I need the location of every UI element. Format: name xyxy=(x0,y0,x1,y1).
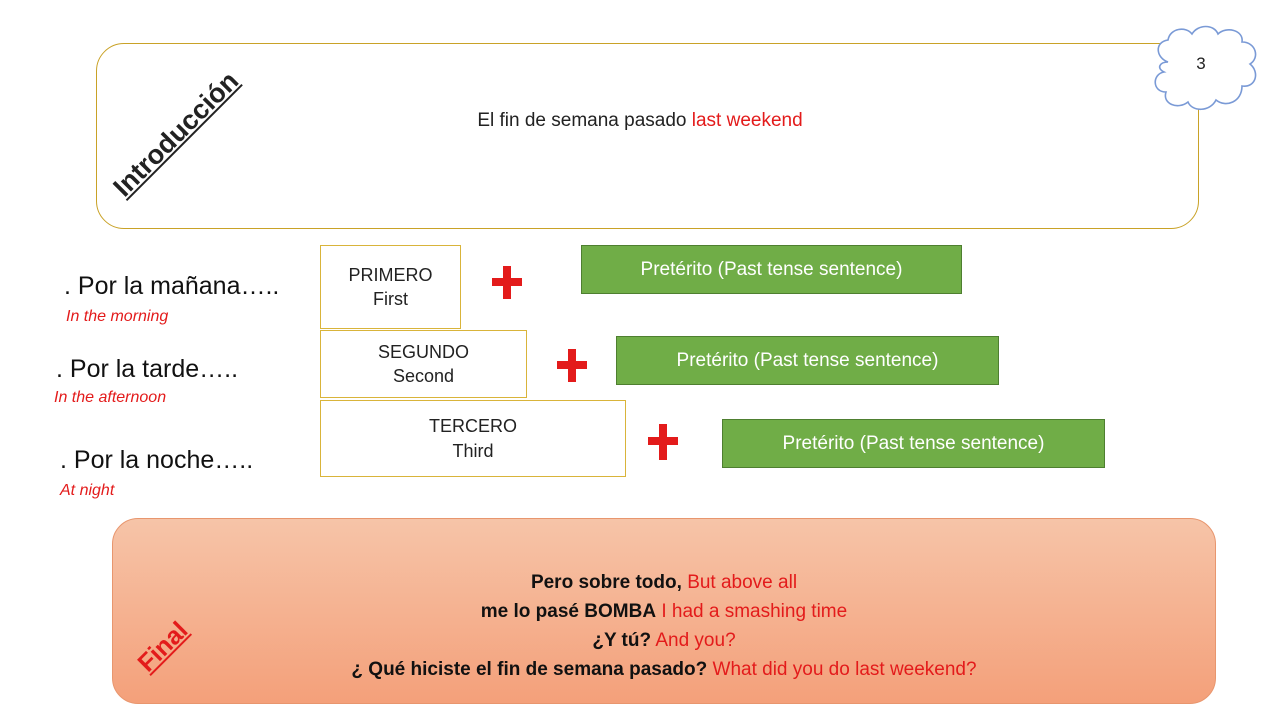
plus-icon xyxy=(648,424,678,460)
pretérito-box-2: Pretérito (Past tense sentence) xyxy=(616,336,999,385)
intro-box xyxy=(96,43,1199,229)
final-es: ¿Y tú? xyxy=(592,630,652,651)
final-es: Pero sobre todo, xyxy=(530,572,682,593)
ordinal-es: SEGUNDO xyxy=(377,341,469,362)
ordinal-box-third xyxy=(320,400,626,477)
plus-icon xyxy=(492,266,522,299)
gloss-night: At night xyxy=(60,482,115,499)
final-line-3 xyxy=(112,630,1216,652)
intro-phrase-es: El fin de semana pasado xyxy=(477,110,687,131)
pretérito-box-3: Pretérito (Past tense sentence) xyxy=(722,419,1105,468)
intro-title: Introducción xyxy=(107,65,245,203)
intro-text xyxy=(0,110,1280,132)
slide-number: 3 xyxy=(1196,54,1206,73)
final-en: And you? xyxy=(655,630,736,651)
final-line-1 xyxy=(112,572,1216,594)
final-line-2 xyxy=(112,601,1216,623)
ordinal-box-second xyxy=(320,330,527,398)
final-en: What did you do last weekend? xyxy=(712,659,977,680)
gloss-afternoon: In the afternoon xyxy=(54,389,167,406)
final-es: ¿ Qué hiciste el fin de semana pasado? xyxy=(351,659,708,680)
final-line-4 xyxy=(112,659,1216,681)
ordinal-en: Second xyxy=(392,366,455,386)
plus-icon xyxy=(557,349,587,382)
ordinal-en: First xyxy=(373,289,408,309)
final-en: I had a smashing time xyxy=(661,601,848,622)
phrase-morning: . Por la mañana….. xyxy=(64,272,280,300)
ordinal-es: TERCERO xyxy=(428,416,517,437)
final-en: But above all xyxy=(687,572,798,593)
final-title: Final xyxy=(132,616,194,678)
pretérito-box-1: Pretérito (Past tense sentence) xyxy=(581,245,962,294)
gloss-morning: In the morning xyxy=(66,308,169,325)
phrase-afternoon: . Por la tarde….. xyxy=(56,355,239,383)
ordinal-en: Third xyxy=(452,440,494,461)
intro-phrase-en: last weekend xyxy=(691,110,803,131)
ordinal-box-first xyxy=(320,245,461,329)
final-es: me lo pasé BOMBA xyxy=(480,601,657,622)
phrase-night: . Por la noche….. xyxy=(60,446,254,474)
ordinal-es: PRIMERO xyxy=(348,264,433,285)
